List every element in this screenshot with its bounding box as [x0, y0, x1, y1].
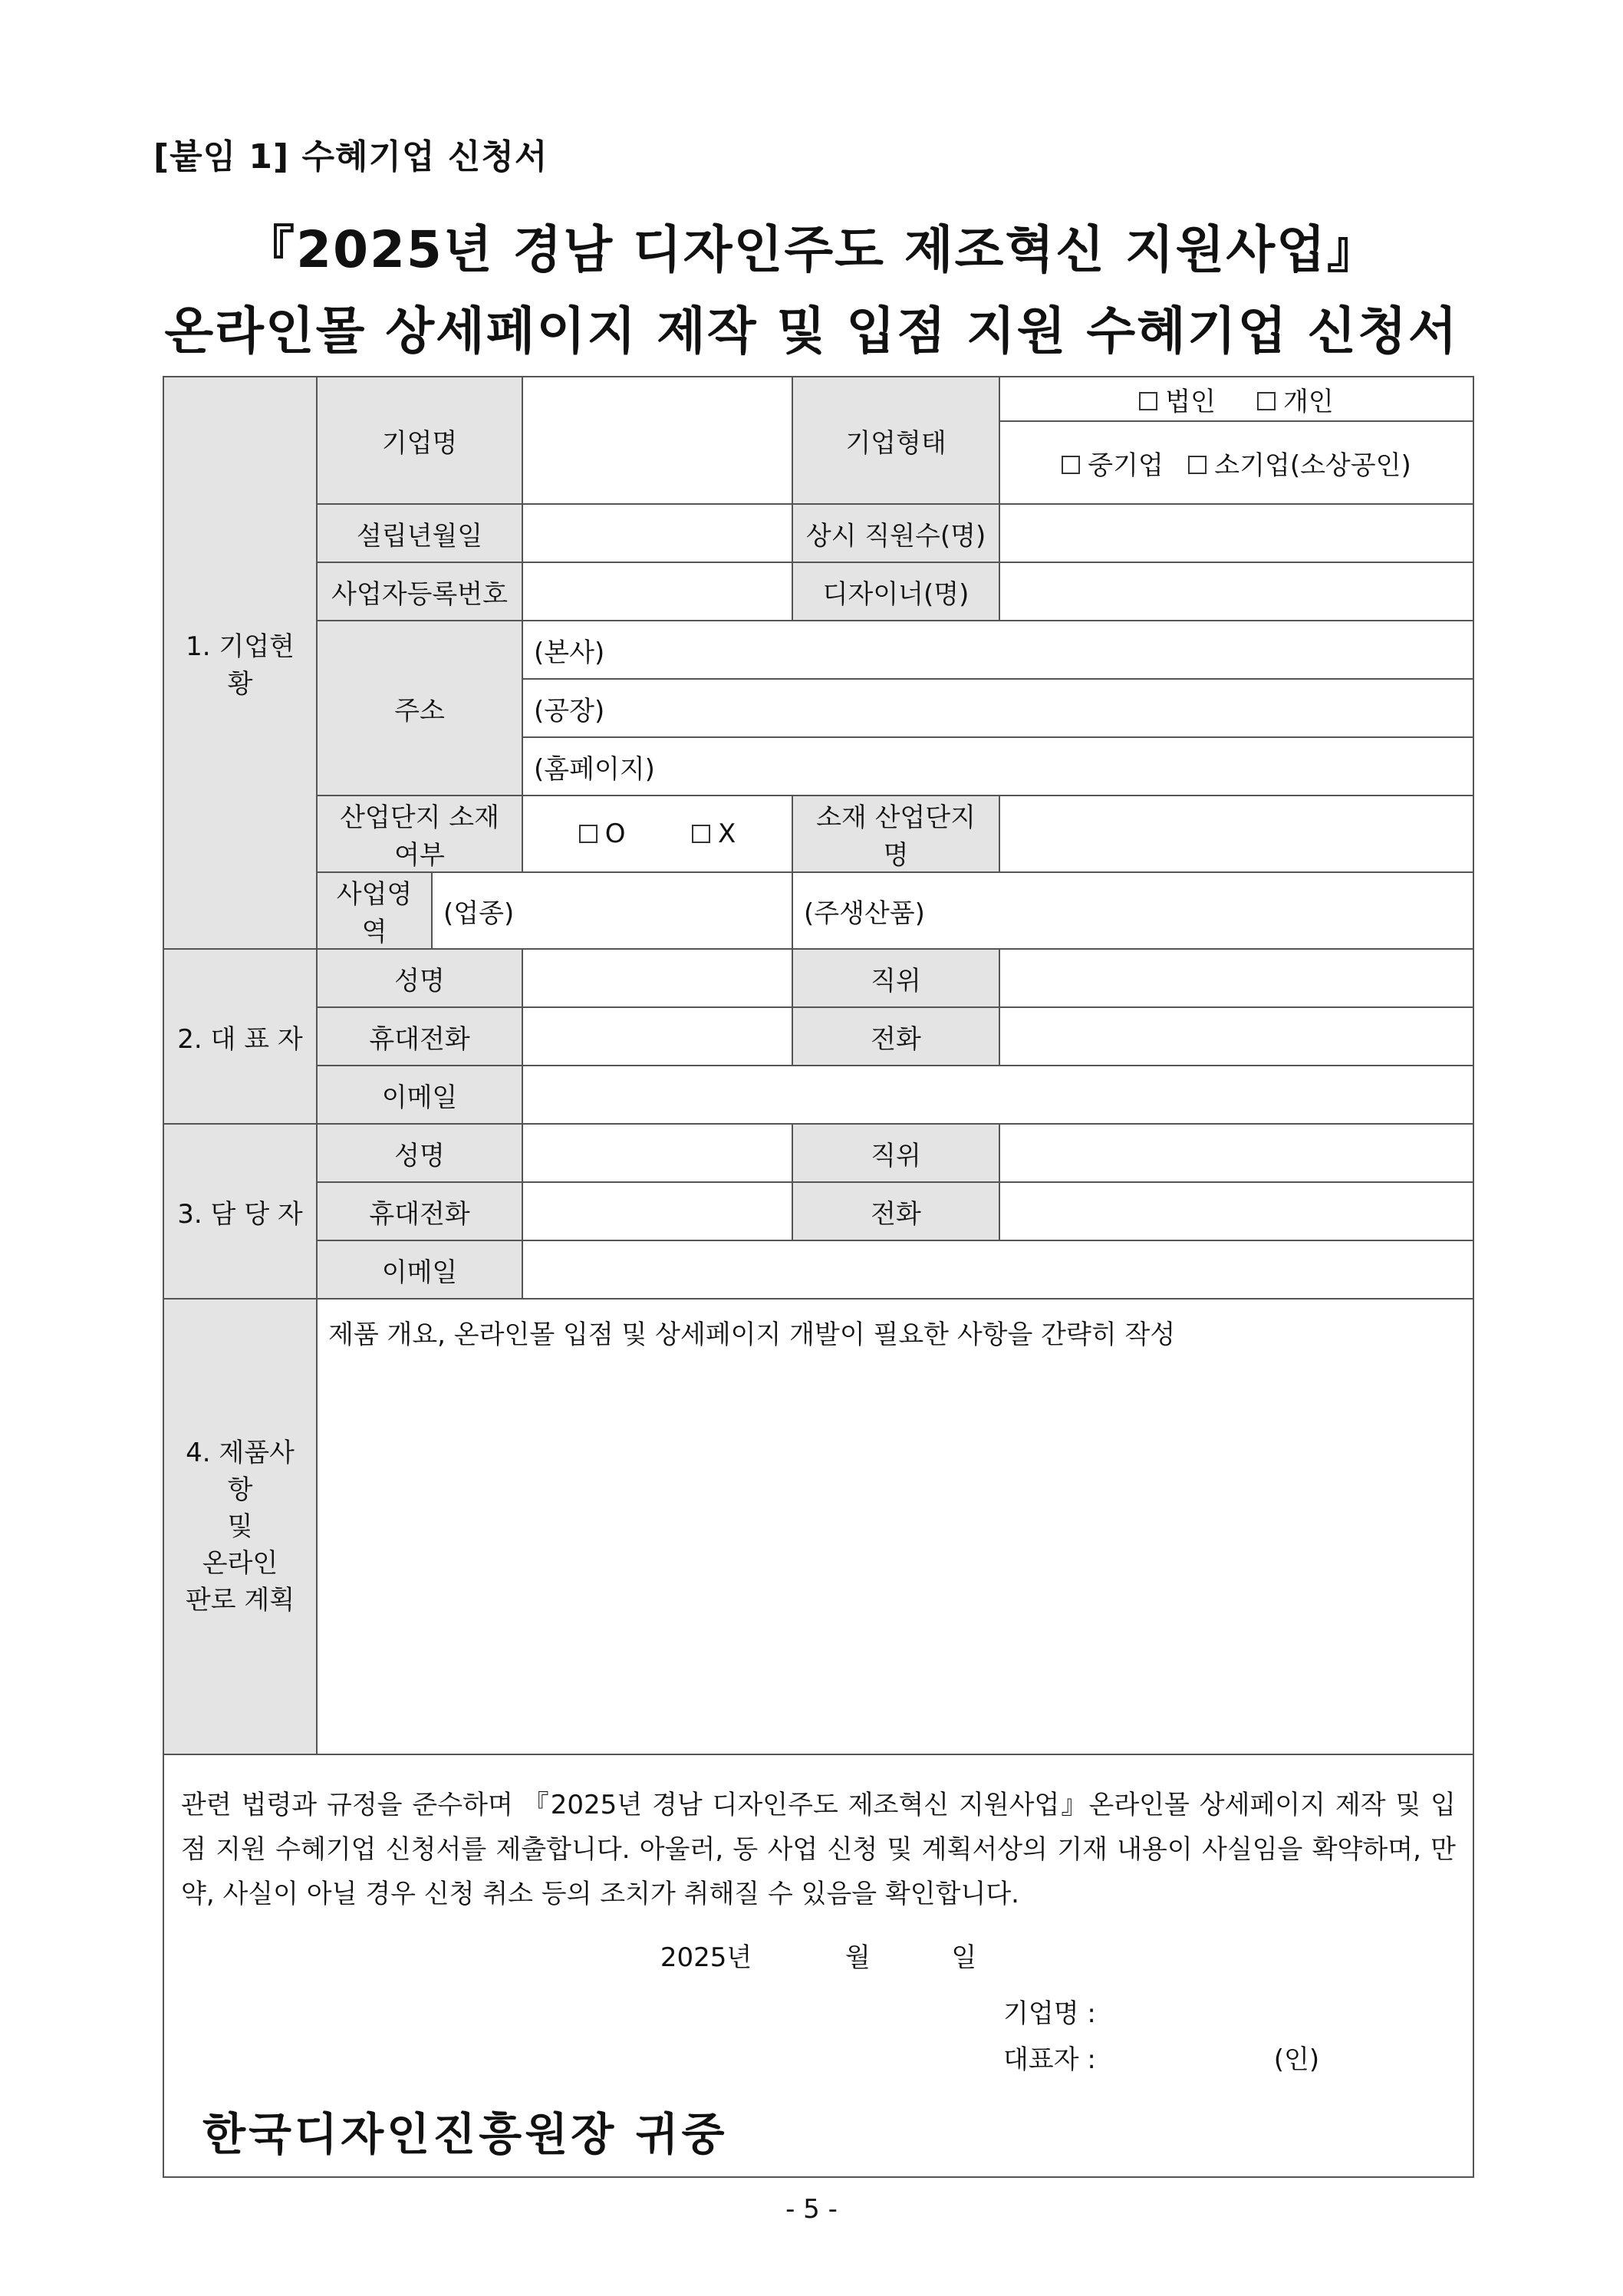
rep-mobile-field[interactable]	[522, 1007, 792, 1066]
business-area-label: 사업영역	[317, 872, 432, 949]
date-month: 월	[844, 1942, 871, 1973]
declaration-date	[181, 1936, 1456, 1974]
checkbox-medium-enterprise[interactable]: 중기업	[1062, 450, 1164, 481]
established-date-label: 설립년월일	[317, 504, 522, 562]
date-day: 일	[951, 1942, 977, 1973]
checkbox-complex-yes[interactable]: O	[579, 819, 626, 849]
company-type-row-1	[999, 377, 1473, 421]
sign-company-label: 기업명 :	[1003, 1998, 1096, 2029]
rep-email-label: 이메일	[317, 1066, 522, 1124]
section-4-label	[163, 1299, 317, 1754]
contact-email-field[interactable]	[522, 1240, 1473, 1299]
business-type-field[interactable]: (업종)	[432, 872, 792, 949]
rep-email-field[interactable]	[522, 1066, 1473, 1124]
checkbox-complex-no[interactable]: X	[692, 819, 736, 849]
rep-name-field[interactable]	[522, 949, 792, 1007]
product-plan-field[interactable]	[317, 1299, 1473, 1754]
designer-count-label: 디자이너(명)	[792, 562, 999, 621]
industrial-complex-options	[522, 796, 792, 872]
main-product-field[interactable]: (주생산품)	[792, 872, 1473, 949]
contact-mobile-field[interactable]	[522, 1182, 792, 1240]
section-1-label: 1. 기업현황	[163, 377, 317, 949]
checkbox-small-enterprise[interactable]: 소기업(소상공인)	[1188, 450, 1411, 481]
section-4-label-line-3: 온라인	[202, 1548, 278, 1579]
rep-position-label: 직위	[792, 949, 999, 1007]
section-4-label-line-1: 4. 제품사항	[186, 1438, 295, 1505]
date-year: 2025년	[660, 1942, 752, 1973]
rep-mobile-label: 휴대전화	[317, 1007, 522, 1066]
attachment-label: [붙임 1] 수혜기업 신청서	[153, 137, 548, 176]
contact-phone-label: 전화	[792, 1182, 999, 1240]
company-name-field[interactable]	[522, 377, 792, 504]
contact-name-label: 성명	[317, 1124, 522, 1182]
industrial-complex-label: 산업단지 소재여부	[317, 796, 522, 872]
contact-email-label: 이메일	[317, 1240, 522, 1299]
company-name-label: 기업명	[317, 377, 522, 504]
declaration-block	[163, 1754, 1473, 2177]
employee-count-label: 상시 직원수(명)	[792, 504, 999, 562]
product-plan-guide: 제품 개요, 온라인몰 입점 및 상세페이지 개발이 필요한 사항을 간략히 작성	[328, 1319, 1176, 1350]
contact-position-field[interactable]	[999, 1124, 1473, 1182]
section-4-label-line-2: 및	[227, 1511, 253, 1542]
contact-phone-field[interactable]	[999, 1182, 1473, 1240]
section-4-label-line-4: 판로 계획	[185, 1585, 295, 1616]
title-line-2: 온라인몰 상세페이지 제작 및 입점 지원 수혜기업 신청서	[164, 301, 1459, 361]
checkbox-corporation[interactable]: 법인	[1139, 387, 1216, 417]
address-factory-field[interactable]: (공장)	[522, 679, 1473, 737]
business-registration-field[interactable]	[522, 562, 792, 621]
company-type-row-2	[999, 421, 1473, 504]
contact-position-label: 직위	[792, 1124, 999, 1182]
rep-position-field[interactable]	[999, 949, 1473, 1007]
declaration-text: 관련 법령과 규정을 준수하며 『2025년 경남 디자인주도 제조혁신 지원사업』온라인몰 상세페이지 제작 및 입점 지원 수혜기업 신청서를 제출합니다. 아울러, 동 사업 신청 및 계획서상의 기재 내용이 사실임을 확약하며, 만약, 사실이 아닐 경우 신청 취소 등의 조치가 취해질 수 있음을 확인합니다.	[181, 1790, 1457, 1909]
seal-mark: (인)	[1273, 2044, 1320, 2075]
application-form-table	[163, 376, 1474, 2178]
complex-name-label: 소재 산업단지명	[792, 796, 999, 872]
checkbox-individual[interactable]: 개인	[1257, 387, 1334, 417]
complex-name-field[interactable]	[999, 796, 1473, 872]
company-type-label: 기업형태	[792, 377, 999, 504]
employee-count-field[interactable]	[999, 504, 1473, 562]
section-3-label: 3. 담 당 자	[163, 1124, 317, 1299]
recipient: 한국디자인진흥원장 귀중	[202, 2108, 728, 2160]
address-label: 주소	[317, 621, 522, 796]
established-date-field[interactable]	[522, 504, 792, 562]
rep-phone-field[interactable]	[999, 1007, 1473, 1066]
sign-rep-label: 대표자 :	[1003, 2044, 1096, 2075]
page-number: - 5 -	[785, 2194, 838, 2225]
rep-phone-label: 전화	[792, 1007, 999, 1066]
designer-count-field[interactable]	[999, 562, 1473, 621]
title-line-1: 『2025년 경남 디자인주도 제조혁신 지원사업』	[244, 220, 1379, 279]
address-homepage-field[interactable]: (홈페이지)	[522, 737, 1473, 796]
rep-name-label: 성명	[317, 949, 522, 1007]
business-registration-label: 사업자등록번호	[317, 562, 522, 621]
contact-mobile-label: 휴대전화	[317, 1182, 522, 1240]
address-hq-field[interactable]: (본사)	[522, 621, 1473, 679]
section-2-label: 2. 대 표 자	[163, 949, 317, 1124]
contact-name-field[interactable]	[522, 1124, 792, 1182]
signature-area	[1003, 1991, 1456, 2083]
